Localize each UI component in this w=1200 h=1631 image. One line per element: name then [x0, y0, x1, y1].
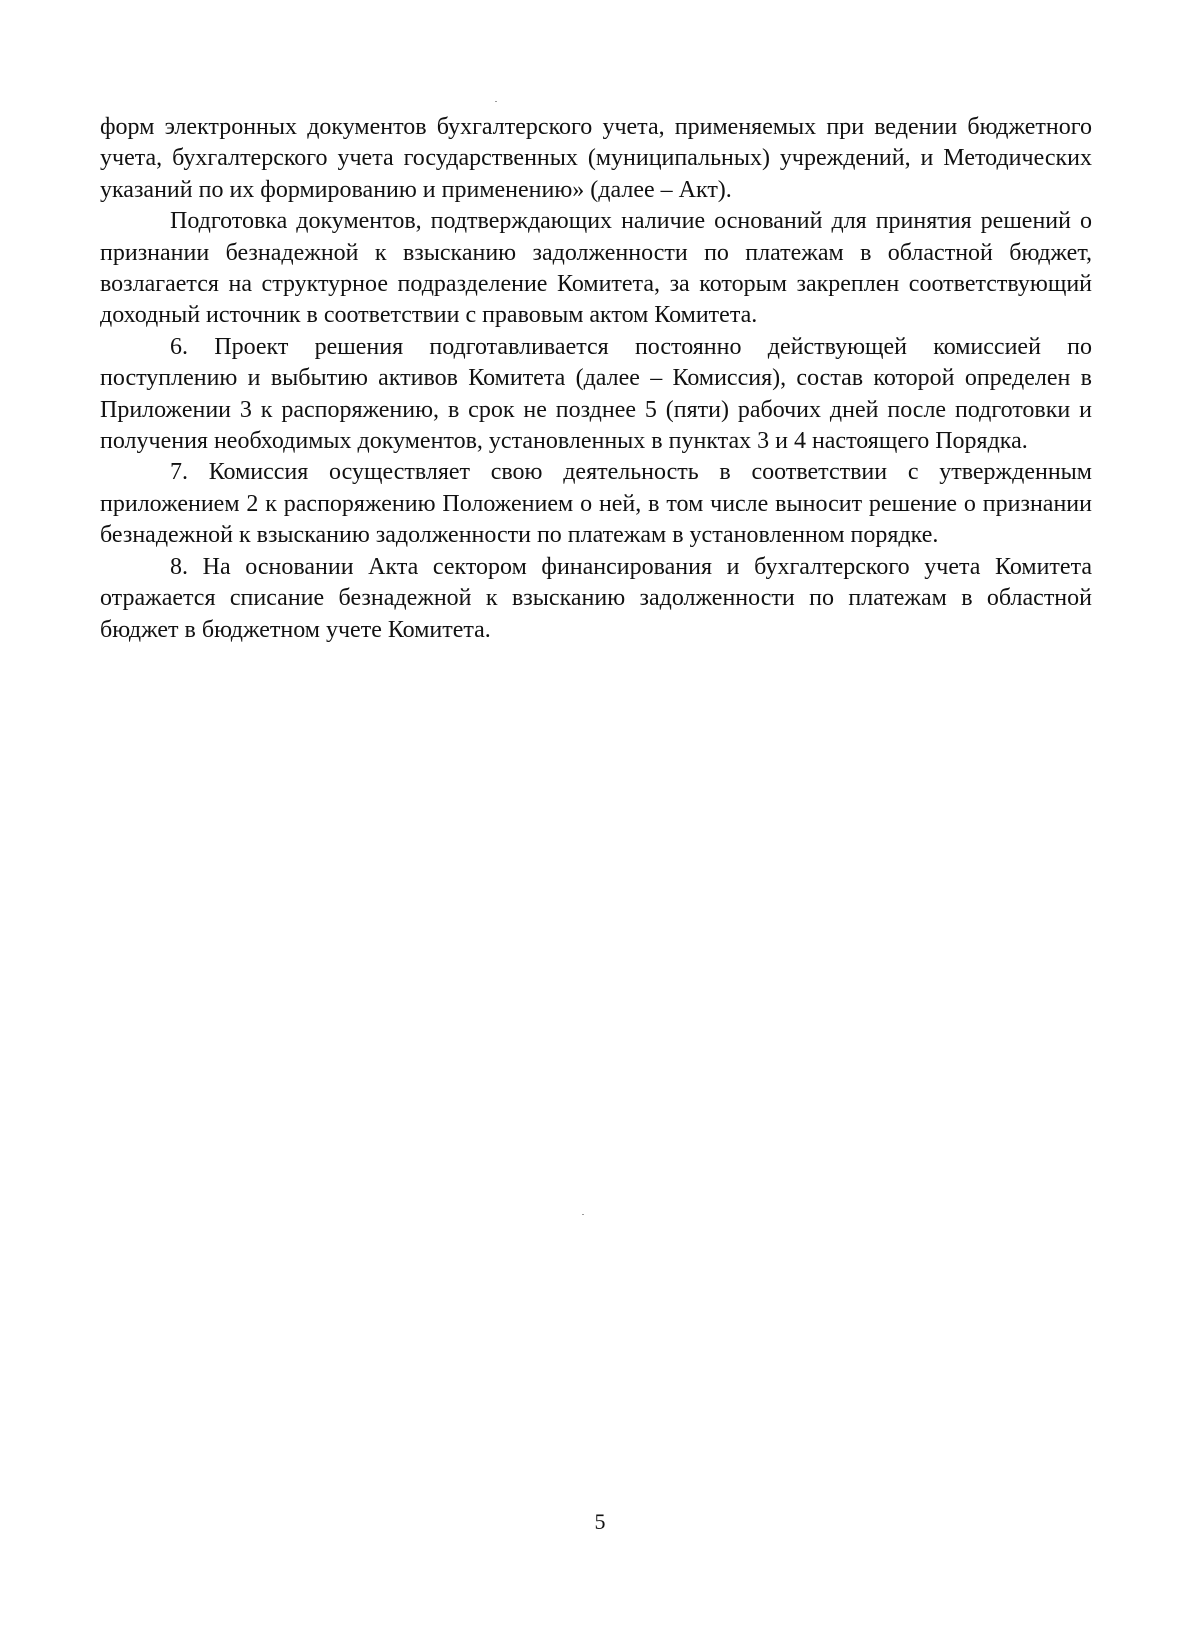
- scan-speck: [495, 101, 497, 102]
- paragraph-item-6: 6. Проект решения подготавливается постоянно действующей комиссией по поступлению и выбытию активов Комитета (далее – Комиссия), состав которой определен в Приложении 3 к распоряжению, в срок не позднее 5 (пяти) рабочих дней после подготовки и получения необходимых документов, установленных в пунктах 3 и 4 настоящего Порядка.: [100, 333, 1092, 455]
- paragraph-item-8: 8. На основании Акта сектором финансирования и бухгалтерского учета Комитета отражается списание безнадежной к взысканию задолженности по платежам в областной бюджет в бюджетном учете Комитета.: [100, 553, 1092, 643]
- body-text: [100, 112, 1092, 646]
- paragraph-continuation: форм электронных документов бухгалтерского учета, применяемых при ведении бюджетного учета, бухгалтерского учета государственных (муниципальных) учреждений, и Методических указаний по их формированию и применению» (далее – Акт).: [100, 114, 1092, 203]
- paragraph-item-7: 7. Комиссия осуществляет свою деятельность в соответствии с утвержденным приложением 2 к распоряжению Положением о ней, в том числе выносит решение о признании безнадежной к взысканию задолженности по платежам в установленном порядке.: [100, 459, 1092, 549]
- scan-speck: [582, 1214, 584, 1215]
- paragraph-preparation: Подготовка документов, подтверждающих наличие оснований для принятия решений о признании безнадежной к взысканию задолженности по платежам в областной бюджет, возлагается на структурное подразделение Комитета, за которым закреплен соответствующий доходный источник в соответствии с правовым актом Комитета.: [100, 208, 1092, 329]
- page-number: 5: [594, 1509, 606, 1534]
